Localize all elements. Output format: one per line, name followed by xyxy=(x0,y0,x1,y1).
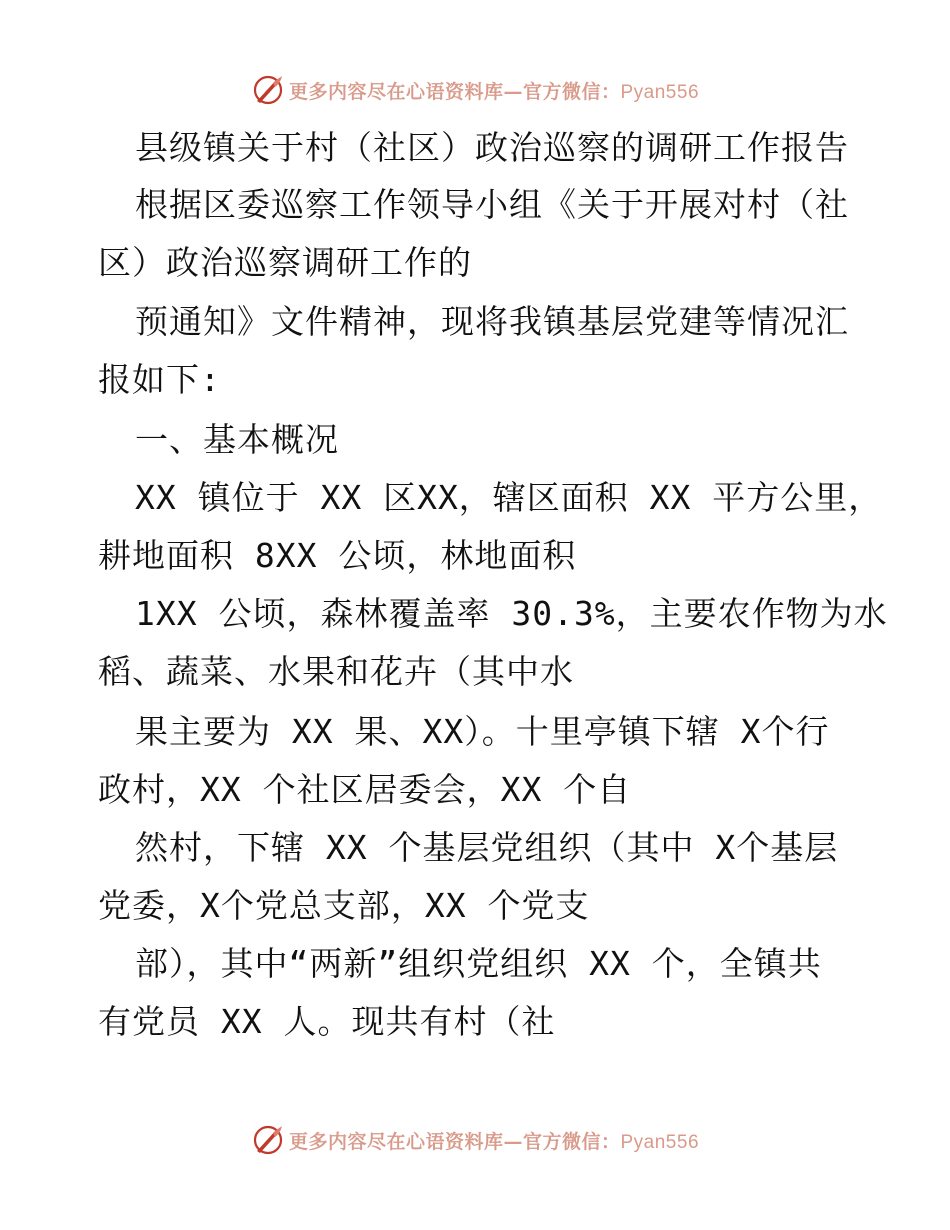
body-line: 政村，XX 个社区居委会，XX 个自 xyxy=(98,770,632,809)
body-line: 部），其中“两新”组织党组织 XX 个，全镇共 xyxy=(135,944,822,983)
body-line: 果主要为 XX 果、XX）。十里亭镇下辖 X个行 xyxy=(135,712,830,751)
section-heading: 一、基本概况 xyxy=(135,420,339,459)
body-line: 1XX 公顷，森林覆盖率 30.3%，主要农作物为水 xyxy=(135,594,888,633)
body-line: 报如下: xyxy=(98,360,221,399)
body-line: 区）政治巡察调研工作的 xyxy=(98,243,472,282)
body-line: 根据区委巡察工作领导小组《关于开展对村（社 xyxy=(135,185,849,224)
body-line: 耕地面积 8XX 公顷，林地面积 xyxy=(98,536,577,575)
quill-pen-circle-icon xyxy=(251,1123,285,1157)
body-line: 预通知》文件精神，现将我镇基层党建等情况汇 xyxy=(135,302,849,341)
body-line: 党委，X个党总支部，XX 个党支 xyxy=(98,886,590,925)
watermark-text: 更多内容尽在心语资料库—官方微信：Pyan556 xyxy=(288,1130,700,1153)
header-watermark xyxy=(0,70,950,110)
footer-watermark xyxy=(0,1120,950,1160)
watermark-text: 更多内容尽在心语资料库—官方微信：Pyan556 xyxy=(288,80,700,103)
body-line: XX 镇位于 XX 区XX，辖区面积 XX 平方公里， xyxy=(135,478,883,517)
body-line: 稻、蔬菜、水果和花卉（其中水 xyxy=(98,652,574,691)
document-title: 县级镇关于村（社区）政治巡察的调研工作报告 xyxy=(135,128,849,167)
quill-pen-circle-icon xyxy=(251,73,285,107)
body-line: 然村，下辖 XX 个基层党组织（其中 X个基层 xyxy=(135,828,839,867)
body-line: 有党员 XX 人。现共有村（社 xyxy=(98,1002,556,1041)
